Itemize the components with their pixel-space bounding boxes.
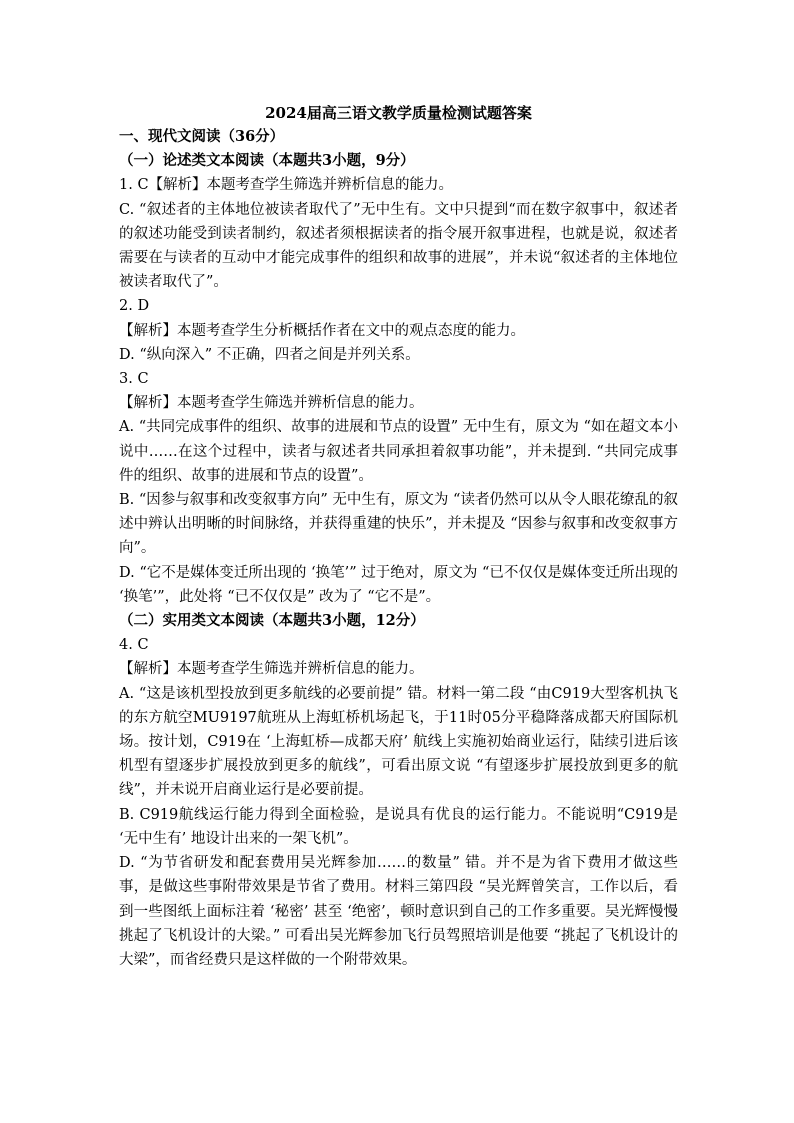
page-title: 2024届高三语文教学质量检测试题答案 xyxy=(265,104,532,122)
q2-answer: 2. D xyxy=(119,298,150,315)
q4-option-b: B. C919航线运行能力得到全面检验，是说具有优良的运行能力。不能说明“C919是 ‘无中生有’ 地设计出来的一架飞机”。 xyxy=(119,806,678,847)
q2-analysis: D. “纵向深入” 不正确，四者之间是并列关系。 xyxy=(119,346,420,363)
q4-option-d: D. “为节省研发和配套费用吴光辉参加……的数量” 错。并不是为省下费用才做这些事，是做这些事附带效果是节省了费用。材料三第四段 “吴光辉曾笑言，工作以后，看到一些图纸上面标注着 ‘秘密’ 甚至 ‘绝密’，顿时意识到自己的工作多重要。吴光辉慢慢挑起了飞机设计的大梁。” 可看出吴光辉参加飞行员驾照培训是他要 “挑起了飞机设计的大梁”，而省经费只是这样做的一个附带效果。 xyxy=(119,855,678,968)
q4-answer: 4. C xyxy=(119,637,149,654)
q3-option-a: A. “共同完成事件的组织、故事的进展和节点的设置” 无中生有，原文为 “如在超文本小说中……在这个过程中，读者与叙述者共同承担着叙事功能”，并未提到. “共同完成事件的组织、故事的进展和节点的设置”。 xyxy=(119,419,678,484)
q3-answer: 3. C xyxy=(119,371,149,388)
section-heading-1: 一、现代文阅读（36分） xyxy=(119,128,285,145)
q3-option-b: B. “因参与叙事和改变叙事方向” 无中生有，原文为 “读者仍然可以从令人眼花缭乱的叙述中辨认出明晰的时间脉络，并获得重建的快乐”，并未提及 “因参与叙事和改变叙事方向”。 xyxy=(119,492,678,557)
q4-option-a: A. “这是该机型投放到更多航线的必要前提” 错。材料一第二段 “由C919大型客机执飞的东方航空MU9197航班从上海虹桥机场起飞，于11时05分平稳降落成都天府国际机场。按计划，C919在 ‘上海虹桥—成都天府’ 航线上实施初始商业运行，陆续引进后该机型有望逐步扩展投放到更多的航线”，可看出原文说 “有望逐步扩展投放到更多的航线”，并未说开启商业运行是必要前提。 xyxy=(119,685,678,799)
q1-analysis: C. “叙述者的主体地位被读者取代了”无中生有。文中只提到“而在数字叙事中，叙述者的叙述功能受到读者制约，叙述者须根据读者的指令展开叙事进程，也就是说，叙述者需要在与读者的互动中才能完成事件的组织和故事的进展”，并未说“叙述者的主体地位被读者取代了”。 xyxy=(119,201,678,291)
subsection-heading-2: （二）实用类文本阅读（本题共3小题，12分） xyxy=(119,612,425,630)
q2-analysis-label: 【解析】本题考查学生分析概括作者在文中的观点态度的能力。 xyxy=(119,322,525,339)
q4-analysis-label: 【解析】本题考查学生筛选并辨析信息的能力。 xyxy=(119,661,424,678)
q1-answer: 1. C【解析】本题考查学生筛选并辨析信息的能力。 xyxy=(119,177,454,194)
q3-analysis-label: 【解析】本题考查学生筛选并辨析信息的能力。 xyxy=(119,395,424,412)
q3-option-d: D. “它不是媒体变迁所出现的 ‘换笔’” 过于绝对，原文为 “已不仅仅是媒体变迁所出现的 ‘换笔’”，此处将 “已不仅仅是” 改为了 “它不是”。 xyxy=(119,564,678,605)
subsection-heading-1: （一）论述类文本阅读（本题共3小题，9分） xyxy=(119,152,415,170)
